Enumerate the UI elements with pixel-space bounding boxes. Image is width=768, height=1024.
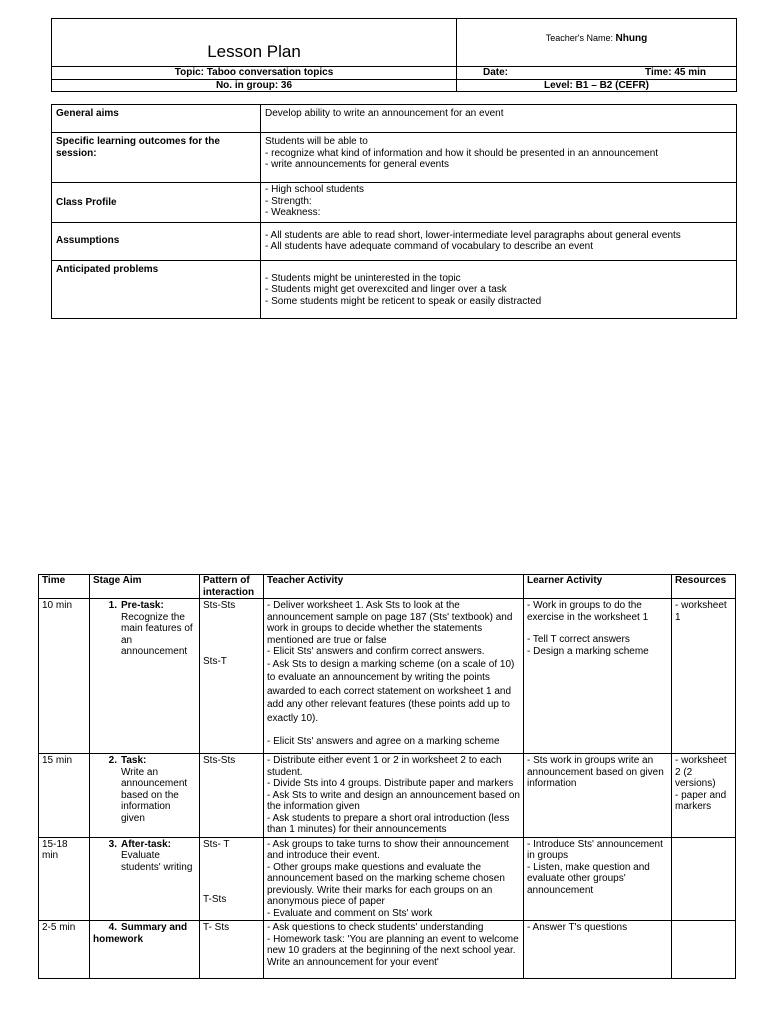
col-header-pattern: Pattern of interaction [200, 575, 264, 599]
row-learner-activity: - Answer T's questions [524, 921, 672, 979]
col-header-teacher: Teacher Activity [264, 575, 524, 599]
row-time: 2-5 min [39, 921, 90, 979]
outcomes-label: Specific learning outcomes for the session: [52, 133, 261, 183]
row-teacher-activity: - Ask groups to take turns to show their announcement and introduce their event. - Other groups make questions and evaluate the announcement based on the marking scheme chosen previously. Write their marks for each groups on an anonymous piece of paper - Evaluate and comment on Sts' work [264, 837, 524, 921]
row-stage: 3. After-task: Evaluate students' writing [90, 837, 200, 921]
assumptions-label: Assumptions [52, 222, 261, 260]
row-pattern: T- Sts [200, 921, 264, 979]
row-learner-activity: - Introduce Sts' announcement in groups - Listen, make question and evaluate other groups' announcement [524, 837, 672, 921]
teacher-name: Nhung [615, 33, 648, 44]
col-header-stage: Stage Aim [90, 575, 200, 599]
row-time: 10 min [39, 599, 90, 754]
class-profile-label: Class Profile [52, 183, 261, 223]
row-time: 15-18 min [39, 837, 90, 921]
row-pattern: Sts-Sts [200, 754, 264, 838]
table-row [39, 754, 736, 838]
outcomes-value: Students will be able to - recognize what kind of information and how it should be presented in an announcement - write announcements for general events [261, 133, 737, 183]
row-teacher-activity: - Ask questions to check students' understanding - Homework task: 'You are planning an event to welcome new 10 graders at the beginning of the next school year. Write an announcement for your event' [264, 921, 524, 979]
table-row [39, 921, 736, 979]
table-row [39, 599, 736, 754]
row-resources: - worksheet 2 (2 versions) - paper and markers [672, 754, 736, 838]
row-resources: - worksheet 1 [672, 599, 736, 754]
row-resources [672, 837, 736, 921]
problems-value: - Students might be uninterested in the topic - Students might get overexcited and linger over a task - Some students might be reticent to speak or easily distracted [261, 260, 737, 318]
row-time: 15 min [39, 754, 90, 838]
date: Date: [457, 67, 559, 80]
procedure-table [38, 574, 736, 979]
row-learner-activity: - Sts work in groups write an announcement based on given information [524, 754, 672, 838]
teacher-label: Teacher's Name: [545, 33, 614, 43]
level: Level: B1 – B2 (CEFR) [457, 79, 737, 92]
col-header-resources: Resources [672, 575, 736, 599]
aims-value: Develop ability to write an announcement for an event [261, 105, 737, 133]
row-teacher-activity: - Distribute either event 1 or 2 in worksheet 2 to each student. - Divide Sts into 4 groups. Distribute paper and markers - Ask Sts to write and design an announcement based on the information given - Ask students to prepare a short oral introduction (less than 1 minutes) for their announcements [264, 754, 524, 838]
row-stage: 4. Summary and homework [90, 921, 200, 979]
teacher-name-cell [457, 19, 737, 67]
row-stage: 1. Pre-task: Recognize the main features of an announcement [90, 599, 200, 754]
assumptions-value: - All students are able to read short, lower-intermediate level paragraphs about general events - All students have adequate command of vocabulary to describe an event [261, 222, 737, 260]
page-title: Lesson Plan [52, 19, 457, 67]
topic: Topic: Taboo conversation topics [52, 67, 457, 80]
row-stage: 2. Task: Write an announcement based on the information given [90, 754, 200, 838]
row-pattern: Sts- T T-Sts [200, 837, 264, 921]
lesson-plan-header [51, 18, 737, 92]
row-resources [672, 921, 736, 979]
group-size: No. in group: 36 [52, 79, 457, 92]
problems-label: Anticipated problems [52, 260, 261, 318]
time: Time: 45 min [559, 67, 737, 80]
row-pattern: Sts-Sts Sts-T [200, 599, 264, 754]
aims-label: General aims [52, 105, 261, 133]
col-header-time: Time [39, 575, 90, 599]
col-header-learner: Learner Activity [524, 575, 672, 599]
row-teacher-activity: - Deliver worksheet 1. Ask Sts to look at the announcement sample on page 187 (Sts' textbook) and work in groups to decide whether the statements mentioned are true or false - Elicit Sts' answers and confirm correct answers. - Ask Sts to design a marking scheme (on a scale of 10) to evaluate an announcement by writing the points awarded to each correct statement on worksheet 1 and add any other relevant features (these points add up to exactly 10). - Elicit Sts' answers and agree on a marking scheme [264, 599, 524, 754]
row-learner-activity: - Work in groups to do the exercise in the worksheet 1 - Tell T correct answers - Design a marking scheme [524, 599, 672, 754]
aims-table [51, 104, 737, 319]
class-profile-value: - High school students - Strength: - Weakness: [261, 183, 737, 223]
table-row [39, 837, 736, 921]
